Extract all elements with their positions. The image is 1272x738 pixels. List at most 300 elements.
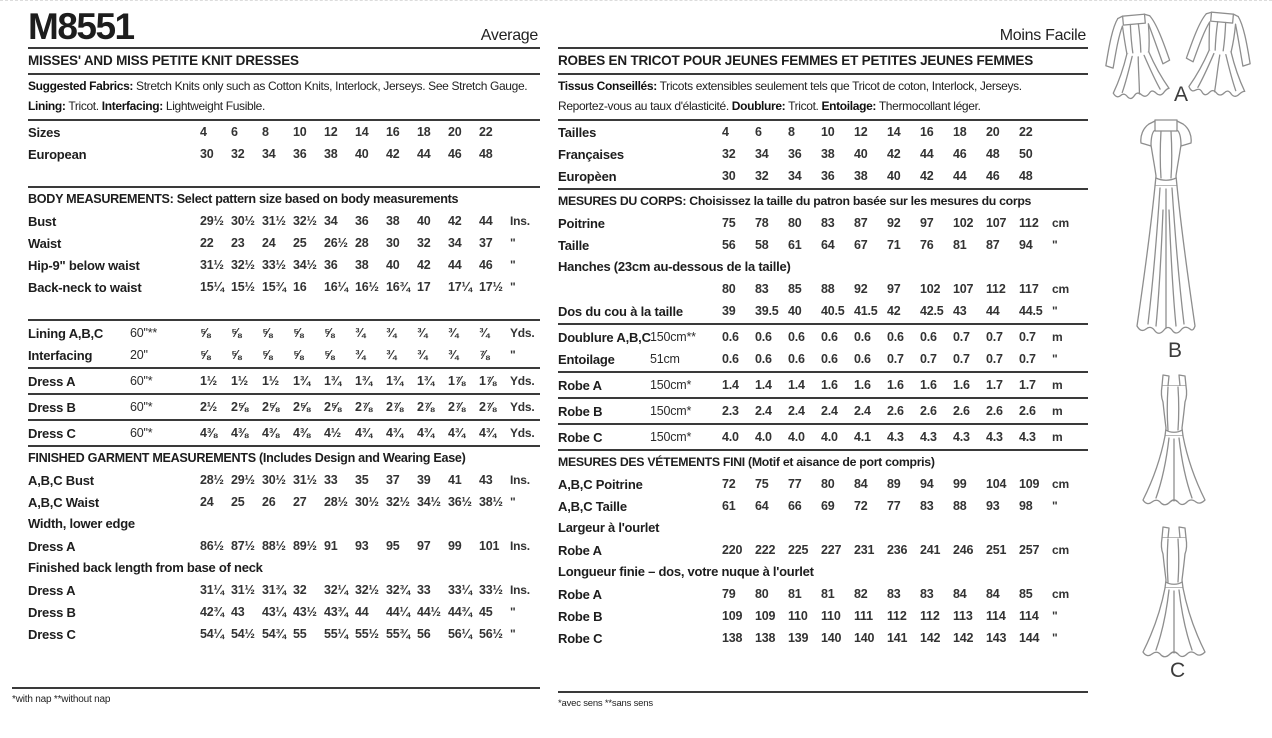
measurement-value: 83	[920, 587, 934, 601]
measurement-value: 54¼	[200, 627, 224, 641]
measurement-value: 31¾	[262, 583, 286, 597]
interfacing-label: Entoilage:	[821, 98, 877, 113]
measurement-value: 2⅝	[231, 400, 248, 414]
measurement-value: 2.6	[920, 404, 937, 418]
measurement-value: 0.7	[920, 352, 937, 366]
measurement-value: ¾	[386, 326, 397, 340]
measurement-value: 4¾	[448, 426, 465, 440]
unit-label: cm	[1052, 477, 1069, 491]
measurement-value: ⅞	[479, 348, 490, 362]
measurement-value: 10	[821, 125, 835, 139]
measurement-value: ¾	[417, 326, 428, 340]
row-label: Robe A	[558, 377, 602, 393]
measurement-value: 61	[722, 499, 736, 513]
measurement-value: 4¾	[417, 426, 434, 440]
interfacing-text: Thermocollant léger.	[878, 98, 981, 113]
measurement-value: 99	[953, 477, 967, 491]
measurement-value: ⅝	[293, 326, 304, 340]
measurement-value: 55½	[355, 627, 379, 641]
dress-c-front-illustration	[1136, 369, 1206, 507]
difficulty-rating-fr: Moins Facile	[999, 27, 1086, 44]
measurement-value: 94	[1019, 238, 1033, 252]
measurement-value: 4⅜	[293, 426, 310, 440]
measurement-value: 66	[788, 499, 802, 513]
measurement-value: 2.4	[821, 404, 838, 418]
measurement-value: 24	[262, 236, 276, 250]
interfacing-label: Interfacing:	[101, 98, 163, 113]
measurement-value: 142	[953, 631, 974, 645]
fabrics-text-2: Reportez-vous au taux d'élasticité.	[558, 98, 729, 113]
measurement-value: ¾	[448, 348, 459, 362]
measurement-value: 40	[386, 258, 400, 272]
measurement-value: 32½	[386, 495, 410, 509]
unit-label: "	[1052, 304, 1058, 318]
measurement-value: 54½	[231, 627, 255, 641]
measurement-value: 77	[887, 499, 901, 513]
measurement-value: 56	[417, 627, 431, 641]
measurement-value: 144	[1019, 631, 1040, 645]
measurement-value: 4⅜	[231, 426, 248, 440]
measurement-row	[558, 348, 1088, 370]
row-label: Dress A	[28, 538, 76, 554]
measurement-value: 2⅝	[324, 400, 341, 414]
measurement-value: 81	[788, 587, 802, 601]
measurement-value: 1¾	[293, 374, 310, 388]
measurement-value: ⅝	[262, 326, 273, 340]
measurement-value: 64	[821, 238, 835, 252]
measurement-value: 36½	[448, 495, 472, 509]
measurement-value: 44	[953, 169, 967, 183]
measurement-value: 107	[986, 216, 1007, 230]
measurement-value: 2⅞	[479, 400, 496, 414]
measurement-row	[558, 212, 1088, 234]
measurement-value: 1.4	[755, 378, 772, 392]
measurement-value: 85	[1019, 587, 1033, 601]
measurement-table-en	[28, 121, 540, 687]
row-label: Dress B	[28, 399, 76, 415]
measurement-value: 45	[479, 605, 493, 619]
row-label: A,B,C Poitrine	[558, 476, 643, 492]
fabric-width: 60"*	[130, 400, 153, 414]
measurement-value: 110	[821, 609, 841, 623]
measurement-value: 236	[887, 543, 908, 557]
unit-label: Ins.	[510, 473, 530, 487]
measurement-row	[558, 583, 1088, 605]
interfacing-text: Lightweight Fusible.	[165, 98, 265, 113]
measurement-value: 42	[887, 147, 901, 161]
measurement-value: 4¾	[355, 426, 372, 440]
measurement-value: 4.0	[788, 430, 805, 444]
measurement-value: 1½	[262, 374, 279, 388]
measurement-value: 37	[386, 473, 400, 487]
measurement-value: 32½	[231, 258, 255, 272]
measurement-value: 44½	[417, 605, 441, 619]
measurement-value: 83	[920, 499, 934, 513]
measurement-value: 80	[788, 216, 802, 230]
measurement-value: 28½	[324, 495, 348, 509]
unit-label: m	[1052, 330, 1063, 344]
measurement-value: 32	[231, 147, 245, 161]
measurement-value: 98	[1019, 499, 1033, 513]
measurement-value: 40	[854, 147, 868, 161]
measurement-value: 140	[821, 631, 842, 645]
measurement-row	[28, 396, 540, 418]
measurement-value: 48	[1019, 169, 1033, 183]
measurement-value: 95	[386, 539, 400, 553]
measurement-value: 1¾	[417, 374, 434, 388]
measurement-value: 87	[854, 216, 868, 230]
lining-text: Tricot.	[68, 98, 99, 113]
masthead-en	[28, 7, 540, 47]
measurement-value: 87½	[231, 539, 255, 553]
measurement-value: 2.3	[722, 404, 739, 418]
measurement-value: 4⅜	[200, 426, 217, 440]
measurement-value: 46	[986, 169, 1000, 183]
unit-label: cm	[1052, 587, 1069, 601]
unit-label: "	[510, 495, 516, 509]
row-label: Françaises	[558, 146, 624, 162]
measurement-value: 4.3	[1019, 430, 1036, 444]
measurement-row	[28, 143, 540, 165]
spacer	[28, 645, 540, 687]
measurement-value: 69	[821, 499, 835, 513]
measurement-value: ¾	[448, 326, 459, 340]
measurement-value: 92	[854, 282, 868, 296]
measurement-value: 42	[417, 258, 431, 272]
row-label: Robe C	[558, 630, 603, 646]
measurement-row	[558, 495, 1088, 517]
section-divider	[28, 419, 540, 421]
measurement-value: 4¾	[479, 426, 496, 440]
measurement-value: 40	[417, 214, 431, 228]
row-label: Robe B	[558, 403, 603, 419]
fabric-width: 150cm*	[650, 378, 692, 392]
row-label: Dress B	[28, 604, 76, 620]
measurement-value: 30	[200, 147, 214, 161]
dress-c-back-illustration	[1136, 521, 1206, 659]
row-label: Entoilage	[558, 351, 615, 367]
dress-a-front-illustration	[1096, 4, 1178, 105]
unit-label: "	[510, 627, 516, 641]
spacer	[558, 649, 1088, 691]
measurement-value: ⅝	[324, 326, 335, 340]
measurement-value: 16½	[355, 280, 379, 294]
fabric-width: 51cm	[650, 352, 680, 366]
measurement-value: 28½	[200, 473, 224, 487]
measurement-value: 78	[755, 216, 769, 230]
measurement-value: 15½	[231, 280, 255, 294]
measurement-value: 92	[887, 216, 901, 230]
measurement-value: 12	[324, 125, 338, 139]
section-divider	[558, 188, 1088, 190]
measurement-value: 38	[355, 258, 369, 272]
measurement-value: 1½	[231, 374, 248, 388]
measurement-value: 109	[1019, 477, 1040, 491]
measurement-value: 25	[293, 236, 307, 250]
measurement-value: 4.1	[854, 430, 871, 444]
measurement-value: 42	[448, 214, 462, 228]
measurement-row	[28, 601, 540, 623]
measurement-value: 38	[821, 147, 835, 161]
measurement-value: 46	[953, 147, 967, 161]
measurement-value: 32½	[293, 214, 317, 228]
measurement-value: 112	[920, 609, 940, 623]
row-label: Interfacing	[28, 347, 93, 363]
measurement-value: 43	[953, 304, 967, 318]
measurement-value: 1.7	[1019, 378, 1036, 392]
measurement-value: 18	[417, 125, 431, 139]
section-divider	[558, 397, 1088, 399]
measurement-value: 30½	[355, 495, 379, 509]
measurement-value: 42.5	[920, 304, 944, 318]
measurement-value: 4.0	[722, 430, 739, 444]
lining-text: Tricot.	[788, 98, 819, 113]
measurement-value: 246	[953, 543, 974, 557]
measurement-value: 225	[788, 543, 809, 557]
measurement-value: 14	[887, 125, 901, 139]
measurement-value: 32¾	[386, 583, 410, 597]
measurement-value: 36	[788, 147, 802, 161]
difficulty-rating-en: Average	[480, 27, 538, 44]
fabric-width: 150cm*	[650, 404, 692, 418]
measurement-value: 0.6	[854, 330, 871, 344]
measurement-value: ¾	[355, 326, 366, 340]
measurement-value: 0.6	[722, 352, 739, 366]
measurement-value: 31½	[262, 214, 286, 228]
measurement-value: 241	[920, 543, 941, 557]
measurement-value: 138	[755, 631, 776, 645]
measurement-value: 0.6	[722, 330, 739, 344]
measurement-value: 44.5	[1019, 304, 1043, 318]
measurement-value: 48	[479, 147, 493, 161]
measurement-value: ¾	[386, 348, 397, 362]
unit-label: "	[510, 280, 516, 294]
measurement-value: 117	[1019, 282, 1039, 296]
measurement-value: 16¼	[324, 280, 348, 294]
measurement-value: 28	[355, 236, 369, 250]
measurement-value: 20	[448, 125, 462, 139]
measurement-value: 222	[755, 543, 776, 557]
measurement-row	[558, 300, 1088, 322]
measurement-value: 14	[355, 125, 369, 139]
measurement-value: 29½	[200, 214, 224, 228]
measurement-value: 44	[920, 147, 934, 161]
unit-label: "	[1052, 631, 1058, 645]
measurement-value: 36	[293, 147, 307, 161]
measurement-value: 0.6	[821, 352, 838, 366]
row-label: A,B,C Taille	[558, 498, 627, 514]
measurement-value: 4.0	[755, 430, 772, 444]
measurement-row	[558, 627, 1088, 649]
measurement-value: 1.6	[821, 378, 838, 392]
measurement-row	[28, 254, 540, 276]
section-divider	[28, 393, 540, 395]
measurement-value: 29½	[231, 473, 255, 487]
measurement-value: 15¾	[262, 280, 286, 294]
measurement-value: 43	[231, 605, 245, 619]
measurement-value: 112	[986, 282, 1006, 296]
measurement-value: 140	[854, 631, 875, 645]
measurement-value: ¾	[417, 348, 428, 362]
measurement-value: 2½	[200, 400, 217, 414]
fabric-width: 60"*	[130, 374, 153, 388]
measurement-value: 56¼	[448, 627, 472, 641]
measurement-value: 8	[262, 125, 269, 139]
measurement-value: 84	[953, 587, 967, 601]
measurement-value: 1¾	[324, 374, 341, 388]
measurement-value: 89	[887, 477, 901, 491]
measurement-value: 1⅞	[448, 374, 465, 388]
measurement-value: 83	[887, 587, 901, 601]
footnote-block-fr	[558, 691, 1088, 709]
measurement-value: 4.3	[920, 430, 937, 444]
footnote-en: *with nap **without nap	[12, 694, 111, 705]
measurement-value: 71	[887, 238, 901, 252]
measurement-value: 38	[386, 214, 400, 228]
dress-a-back-illustration	[1178, 2, 1260, 103]
measurement-value: 1.7	[986, 378, 1003, 392]
measurement-value: 139	[788, 631, 809, 645]
spacer	[28, 165, 540, 185]
measurement-value: 257	[1019, 543, 1040, 557]
measurement-value: 72	[722, 477, 736, 491]
measurement-value: 2.4	[755, 404, 772, 418]
measurement-value: 82	[854, 587, 868, 601]
unit-label: cm	[1052, 282, 1069, 296]
measurement-value: 112	[1019, 216, 1039, 230]
measurement-value: 0.7	[1019, 352, 1036, 366]
measurement-value: 114	[986, 609, 1006, 623]
measurement-value: 39.5	[755, 304, 779, 318]
row-label: Lining A,B,C	[28, 325, 104, 341]
measurement-value: 84	[986, 587, 1000, 601]
measurement-value: 138	[722, 631, 743, 645]
row-label: Dress C	[28, 626, 76, 642]
measurement-value: 30	[386, 236, 400, 250]
unit-label: "	[510, 236, 516, 250]
measurement-row	[28, 469, 540, 491]
measurement-row	[558, 473, 1088, 495]
measurement-value: 27	[293, 495, 307, 509]
measurement-value: 44	[479, 214, 493, 228]
unit-label: "	[1052, 609, 1058, 623]
row-label: A,B,C Waist	[28, 494, 99, 510]
measurement-value: 0.6	[821, 330, 838, 344]
unit-label: Ins.	[510, 583, 530, 597]
unit-label: Ins.	[510, 539, 530, 553]
french-column	[558, 7, 1088, 709]
row-label: Tailles	[558, 124, 597, 140]
measurement-value: 41.5	[854, 304, 878, 318]
measurement-value: 42¾	[200, 605, 224, 619]
measurement-value: 17	[417, 280, 431, 294]
unit-label: "	[510, 258, 516, 272]
measurement-value: 75	[755, 477, 769, 491]
measurement-value: 37	[479, 236, 493, 250]
row-label: Dos du cou à la taille	[558, 303, 683, 319]
fabric-info-fr	[558, 75, 1088, 119]
measurement-value: 0.7	[1019, 330, 1036, 344]
measurement-value: 2.6	[887, 404, 904, 418]
fabric-width: 150cm**	[650, 330, 696, 344]
measurement-value: 88	[953, 499, 967, 513]
measurement-value: 46	[448, 147, 462, 161]
measurement-value: 16	[920, 125, 934, 139]
measurement-value: 97	[920, 216, 934, 230]
measurement-value: 42	[920, 169, 934, 183]
measurement-value: 8	[788, 125, 795, 139]
measurement-value: 88	[821, 282, 835, 296]
measurement-value: 227	[821, 543, 842, 557]
measurement-value: 20	[986, 125, 1000, 139]
measurement-value: 114	[1019, 609, 1039, 623]
measurement-row	[28, 623, 540, 645]
unit-label: m	[1052, 378, 1063, 392]
measurement-value: 85	[788, 282, 802, 296]
measurement-value: 61	[788, 238, 802, 252]
measurement-value: 80	[722, 282, 736, 296]
measurement-value: 43¼	[262, 605, 286, 619]
section-divider	[28, 367, 540, 369]
measurement-value: 40	[887, 169, 901, 183]
measurement-value: 87	[986, 238, 1000, 252]
measurement-value: 1.4	[788, 378, 805, 392]
section-divider	[558, 449, 1088, 451]
row-label: Back-neck to waist	[28, 279, 142, 295]
lining-label: Doublure:	[731, 98, 786, 113]
measurement-value: 44	[355, 605, 369, 619]
measurement-value: 32	[417, 236, 431, 250]
measurement-value: 34½	[417, 495, 441, 509]
measurement-value: 4	[200, 125, 207, 139]
measurement-value: 16	[293, 280, 307, 294]
measurement-row	[28, 535, 540, 557]
measurement-value: 44	[986, 304, 1000, 318]
view-c-label: C	[1170, 659, 1186, 682]
measurement-value: 30½	[262, 473, 286, 487]
measurement-value: 97	[887, 282, 901, 296]
measurement-value: 79	[722, 587, 736, 601]
row-label: Robe B	[558, 608, 603, 624]
fabric-width: 60"*	[130, 426, 153, 440]
row-label: Dress A	[28, 582, 76, 598]
measurement-value: 91	[324, 539, 338, 553]
measurement-value: 36	[355, 214, 369, 228]
measurement-value: 107	[953, 282, 974, 296]
measurement-value: 83	[755, 282, 769, 296]
measurement-value: 93	[355, 539, 369, 553]
measurement-value: 30½	[231, 214, 255, 228]
fabrics-text: Stretch Knits only such as Cotton Knits, Interlock, Jerseys. See Stretch Gauge.	[136, 79, 528, 93]
unit-label: Yds.	[510, 400, 535, 414]
measurement-value: 40	[788, 304, 802, 318]
row-label: European	[28, 146, 87, 162]
row-label: Robe C	[558, 429, 603, 445]
measurement-value: 2.6	[986, 404, 1003, 418]
measurement-row	[28, 210, 540, 232]
measurement-value: 0.6	[854, 352, 871, 366]
measurement-value: 93	[986, 499, 1000, 513]
fabrics-text: Tricots extensibles seulement tels que Tricot de coton, Interlock, Jerseys.	[659, 79, 1022, 93]
measurement-row	[28, 232, 540, 254]
measurement-value: 38	[324, 147, 338, 161]
measurement-value: 33	[324, 473, 338, 487]
unit-label: "	[510, 348, 516, 362]
measurement-value: 43	[479, 473, 493, 487]
measurement-value: 26½	[324, 236, 348, 250]
measurement-value: ⅝	[293, 348, 304, 362]
measurement-value: 231	[854, 543, 875, 557]
